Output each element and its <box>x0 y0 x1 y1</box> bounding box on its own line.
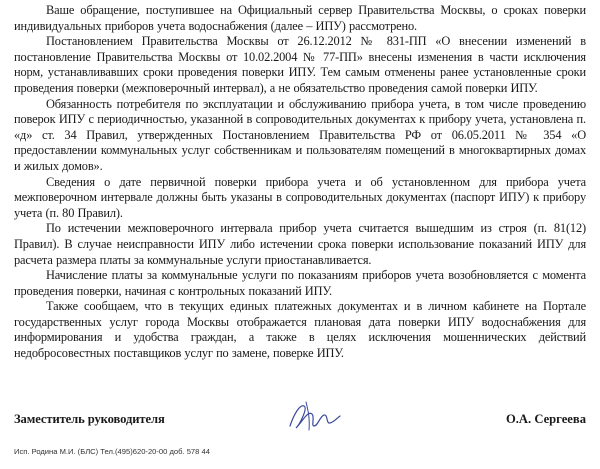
paragraph-portal: Также сообщаем, что в текущих единых платежных документах и в личном кабинете на Портале государственных услуг города Москвы отображается плановая дата поверки ИПУ водоснабжения для информирования и удобства граждан, а также в целях исключения мошеннических действий недобросовестных поставщиков услуг по замене, поверке ИПУ. <box>14 299 586 361</box>
executor-footer: Исп. Родина М.И. (БЛС) Тел.(495)620-20-00 доб. 578 44 <box>14 447 210 456</box>
signature-block <box>14 402 586 442</box>
paragraph-billing: Начисление платы за коммунальные услуги по показаниям приборов учета возобновляется с момента проведения поверки, начиная с контрольных показаний ИПУ. <box>14 268 586 298</box>
paragraph-obligation: Обязанность потребителя по эксплуатации и обслуживанию прибора учета, в том числе проведению поверок ИПУ с периодичностью, указанной в сопроводительных документах к прибору учета, установлена п. «д» ст. 34 Правил, утвержденных Постановлением Правительства РФ от 06.05.2011 № 354 «О предоставлении коммунальных услуг собственникам и пользователям помещений в многоквартирных домах и жилых домов». <box>14 96 586 173</box>
signatory-position: Заместитель руководителя <box>14 412 165 426</box>
paragraph-intro: Ваше обращение, поступившее на Официальный сервер Правительства Москвы, о сроках поверки индивидуальных приборов учета водоснабжения (далее – ИПУ) рассмотрено. <box>14 3 586 33</box>
handwritten-signature <box>284 396 344 436</box>
letter-body <box>14 3 586 362</box>
paragraph-resolution: Постановлением Правительства Москвы от 26.12.2012 № 831-ПП «О внесении изменений в постановление Правительства Москвы от 10.02.2004 № 77-ПП» внесены изменения в части исключения норм, устанавливавших сроки проведения поверки ИПУ. Тем самым отменены ранее установленные сроки проведения поверки (межповерочный интервал), а не обязательство проведения самой поверки ИПУ. <box>14 34 586 95</box>
signatory-name: О.А. Сергеева <box>505 412 586 426</box>
paragraph-passport: Сведения о дате первичной поверки прибора учета и об установленном для прибора учета межповерочном интервале должны быть указаны в сопроводительных документах (паспорт ИПУ) к прибору учета (п. 80 Правил). <box>14 174 586 220</box>
paragraph-expiry: По истечении межповерочного интервала прибор учета считается вышедшим из строя (п. 81(12) Правил). В случае неисправности ИПУ либо истечении срока поверки использование показаний ИПУ для расчета размера платы за коммунальные услуги приостанавливается. <box>14 221 586 267</box>
